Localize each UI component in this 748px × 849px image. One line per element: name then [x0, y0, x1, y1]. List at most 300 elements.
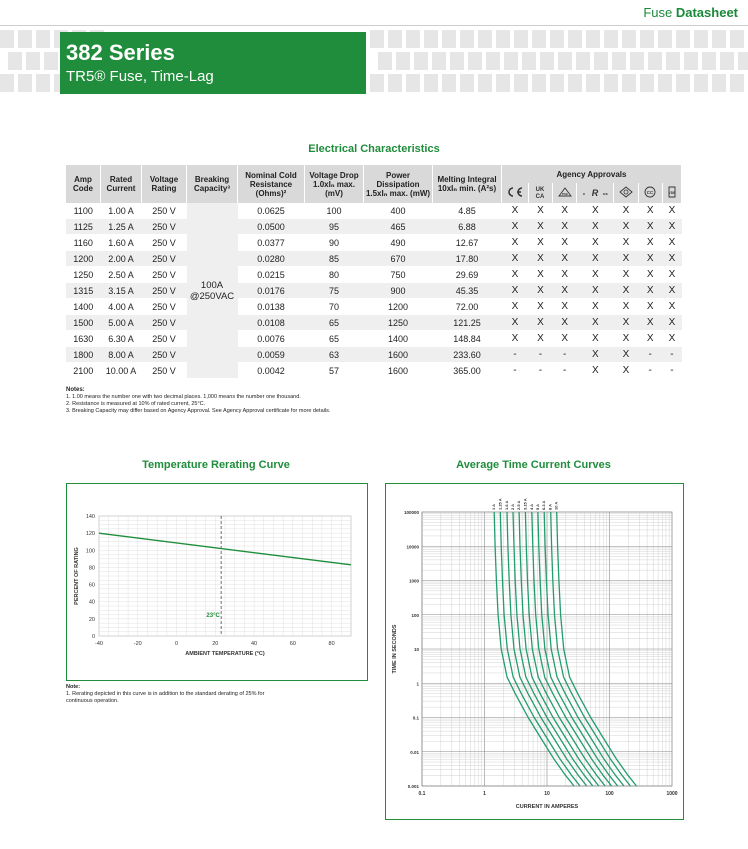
col-breaking-capacity: Breaking Capacity³ — [187, 165, 238, 203]
cell-voltage-drop: 65 — [305, 315, 364, 331]
cell-approval-pse: X — [553, 219, 577, 235]
cell-voltage-drop: 100 — [305, 203, 364, 219]
cell-approval-pse: X — [553, 267, 577, 283]
kc-mark-icon — [638, 183, 662, 203]
cell-melting: 12.67 — [433, 235, 502, 251]
cell-approval-ccc: X — [614, 283, 638, 299]
cell-approval-ukca: - — [528, 363, 552, 379]
tcc-chart — [386, 484, 683, 819]
cell-approval-kc: X — [638, 203, 662, 219]
cell-resistance: 0.0500 — [238, 219, 305, 235]
series-label: 1.6 A — [503, 500, 509, 510]
pattern-tile — [514, 30, 528, 48]
pattern-tile — [712, 74, 726, 92]
cell-approval-curus: X — [577, 315, 614, 331]
pattern-tile — [658, 30, 672, 48]
cell-approval-ccc: X — [614, 219, 638, 235]
cell-amp-code: 1100 — [66, 203, 101, 219]
cell-power: 1200 — [364, 299, 433, 315]
cur-us-mark-icon — [577, 183, 614, 203]
series-label: 5 A — [534, 503, 540, 510]
cell-amp-code: 1630 — [66, 331, 101, 347]
pattern-tile — [378, 52, 392, 70]
pattern-tile — [486, 52, 500, 70]
series-label: 8 A — [547, 503, 553, 510]
y-tick-label: 20 — [88, 616, 95, 623]
cell-approval-ukca: X — [528, 331, 552, 347]
pattern-tile — [558, 52, 572, 70]
cell-approval-kc: X — [638, 267, 662, 283]
cell-approval-curus: X — [577, 347, 614, 363]
rerating-chart — [67, 484, 367, 680]
cell-approval-vde: X — [662, 219, 681, 235]
header-title — [643, 5, 738, 20]
table-row — [66, 203, 682, 219]
pattern-tile — [460, 30, 474, 48]
cell-amp-code: 1160 — [66, 235, 101, 251]
pattern-tile — [648, 52, 662, 70]
cell-approval-ccc: X — [614, 235, 638, 251]
cell-voltage-drop: 70 — [305, 299, 364, 315]
svg-text:UK: UK — [536, 187, 545, 193]
pattern-tile — [18, 30, 32, 48]
pattern-tile — [702, 52, 716, 70]
cell-voltage: 250 V — [142, 251, 187, 267]
y-tick-label: 120 — [85, 531, 95, 538]
cell-rated-current: 3.15 A — [101, 283, 142, 299]
cell-approval-ce: X — [502, 235, 529, 251]
note-1: 1. 1.00 means the number one with two decimal places. 1,000 means the number one thousand. — [66, 394, 301, 400]
y-axis-label: TIME IN SECONDS — [392, 624, 398, 674]
rerating-title: Temperature Rerating Curve — [142, 459, 290, 471]
cell-approval-ce: X — [502, 283, 529, 299]
pattern-tile — [586, 30, 600, 48]
cell-melting: 4.85 — [433, 203, 502, 219]
pattern-tile — [424, 74, 438, 92]
y-tick-label: 1000 — [408, 578, 419, 584]
cell-approval-pse: X — [553, 331, 577, 347]
y-axis-label: PERCENT OF RATING — [74, 547, 80, 605]
breaking-capacity-current: 100A — [200, 279, 224, 291]
pattern-tile — [684, 52, 698, 70]
cell-amp-code: 1315 — [66, 283, 101, 299]
cell-resistance: 0.0215 — [238, 267, 305, 283]
cell-amp-code: 1125 — [66, 219, 101, 235]
cell-approval-curus: X — [577, 251, 614, 267]
series-label: 2.5 A — [516, 500, 522, 510]
pattern-tile — [18, 74, 32, 92]
cell-melting: 45.35 — [433, 283, 502, 299]
note-3: 3. Breaking Capacity may differ based on Agency Approval. See Agency Approval certificate for more details. — [66, 408, 331, 414]
cell-rated-current: 10.00 A — [101, 363, 142, 379]
col-agency: Agency Approvals — [502, 165, 682, 183]
y-tick-label: 100 — [85, 548, 95, 555]
col-amp-code: Amp Code — [66, 165, 101, 203]
svg-text:CC: CC — [646, 190, 654, 195]
cell-approval-curus: X — [577, 235, 614, 251]
cell-rated-current: 4.00 A — [101, 299, 142, 315]
cell-resistance: 0.0625 — [238, 203, 305, 219]
pattern-tile — [478, 74, 492, 92]
cell-approval-ccc: X — [614, 267, 638, 283]
cell-approval-kc: X — [638, 315, 662, 331]
cell-amp-code: 1400 — [66, 299, 101, 315]
pattern-tile — [666, 52, 680, 70]
y-tick-label: 40 — [88, 599, 95, 606]
cell-approval-ukca: X — [528, 251, 552, 267]
cell-melting: 148.84 — [433, 331, 502, 347]
cell-rated-current: 6.30 A — [101, 331, 142, 347]
ukca-mark-icon — [528, 183, 552, 203]
y-tick-label: 100000 — [403, 510, 419, 515]
cell-voltage: 250 V — [142, 283, 187, 299]
cell-rated-current: 1.25 A — [101, 219, 142, 235]
cell-voltage-drop: 57 — [305, 363, 364, 379]
pattern-tile — [388, 30, 402, 48]
header-brand-bold: Datasheet — [675, 5, 738, 20]
tcc-chart-box — [385, 483, 684, 820]
pattern-tile — [622, 30, 636, 48]
cell-rated-current: 1.00 A — [101, 203, 142, 219]
svg-text:VDE: VDE — [668, 191, 676, 195]
cell-voltage: 250 V — [142, 315, 187, 331]
pattern-tile — [738, 52, 748, 70]
pattern-tile — [496, 30, 510, 48]
table-row — [66, 267, 682, 283]
cell-power: 670 — [364, 251, 433, 267]
cell-voltage-drop: 85 — [305, 251, 364, 267]
table-row — [66, 283, 682, 299]
pattern-tile — [460, 74, 474, 92]
pattern-tile — [568, 74, 582, 92]
pattern-tile — [676, 30, 690, 48]
rerating-note — [66, 684, 264, 705]
x-tick-label: 60 — [289, 641, 296, 647]
cell-voltage: 250 V — [142, 219, 187, 235]
col-voltage-rating: Voltage Rating — [142, 165, 187, 203]
pattern-tile — [694, 30, 708, 48]
cell-voltage-drop: 65 — [305, 331, 364, 347]
cell-voltage: 250 V — [142, 267, 187, 283]
svg-text:PSE: PSE — [561, 192, 568, 196]
x-tick-label: 0.1 — [418, 791, 426, 797]
notes-title: Notes: — [66, 387, 85, 393]
x-tick-label: 1 — [483, 791, 486, 797]
pattern-tile — [0, 74, 14, 92]
pattern-tile — [504, 52, 518, 70]
cell-voltage-drop: 63 — [305, 347, 364, 363]
cell-power: 900 — [364, 283, 433, 299]
x-axis-label: CURRENT IN AMPERES — [515, 804, 579, 810]
rerating-note-line-1: 1. Rerating depicted in this curve is in addition to the standard derating of 25% for — [66, 691, 265, 697]
cell-approval-ukca: X — [528, 235, 552, 251]
pattern-tile — [640, 74, 654, 92]
cell-voltage-drop: 95 — [305, 219, 364, 235]
cell-resistance: 0.0042 — [238, 363, 305, 379]
y-tick-label: 0.01 — [410, 749, 419, 755]
cell-melting: 17.80 — [433, 251, 502, 267]
cell-voltage: 250 V — [142, 203, 187, 219]
cell-power: 1400 — [364, 331, 433, 347]
cell-approval-ukca: X — [528, 267, 552, 283]
cell-approval-pse: - — [553, 347, 577, 363]
series-subtitle: TR5® Fuse, Time-Lag — [66, 68, 214, 85]
header-brand-light: Fuse — [643, 5, 673, 20]
cell-approval-curus: X — [577, 283, 614, 299]
header-divider — [0, 25, 748, 26]
cell-approval-pse: X — [553, 251, 577, 267]
cell-approval-ce: - — [502, 363, 529, 379]
cell-resistance: 0.0059 — [238, 347, 305, 363]
cell-power: 490 — [364, 235, 433, 251]
pattern-tile — [676, 74, 690, 92]
cell-approval-ce: X — [502, 219, 529, 235]
y-tick-label: 60 — [88, 582, 95, 589]
svg-text:CA: CA — [536, 194, 545, 199]
series-title: 382 Series — [66, 40, 175, 65]
cell-approval-pse: X — [553, 235, 577, 251]
series-label: 1 A — [491, 503, 497, 510]
series-label: 1.25 A — [497, 498, 503, 510]
table-row — [66, 299, 682, 315]
pattern-tile — [630, 52, 644, 70]
pattern-tile — [0, 30, 14, 48]
cell-resistance: 0.0377 — [238, 235, 305, 251]
x-tick-label: -20 — [133, 641, 142, 647]
series-banner — [60, 32, 366, 94]
cell-voltage: 250 V — [142, 347, 187, 363]
cell-resistance: 0.0280 — [238, 251, 305, 267]
cell-resistance: 0.0076 — [238, 331, 305, 347]
pattern-tile — [26, 52, 40, 70]
pattern-tile — [658, 74, 672, 92]
pattern-tile — [532, 74, 546, 92]
pattern-tile — [396, 52, 410, 70]
x-tick-label: 10 — [544, 791, 550, 797]
pattern-tile — [540, 52, 554, 70]
vde-mark-icon — [662, 183, 681, 203]
cell-approval-kc: X — [638, 251, 662, 267]
pattern-tile — [730, 74, 744, 92]
y-tick-label: 80 — [88, 565, 95, 572]
cell-approval-ccc: X — [614, 315, 638, 331]
x-tick-label: 20 — [212, 641, 219, 647]
table-row — [66, 235, 682, 251]
pattern-tile — [496, 74, 510, 92]
pattern-tile — [44, 52, 58, 70]
cell-approval-pse: - — [553, 363, 577, 379]
cell-approval-curus: X — [577, 219, 614, 235]
ccc-mark-icon — [614, 183, 638, 203]
cell-amp-code: 1250 — [66, 267, 101, 283]
cell-power: 750 — [364, 267, 433, 283]
cell-resistance: 0.0108 — [238, 315, 305, 331]
cell-melting: 233.60 — [433, 347, 502, 363]
note-2: 2. Resistance is measured at 10% of rated current, 25°C. — [66, 401, 206, 407]
cell-approval-vde: X — [662, 203, 681, 219]
cell-approval-ukca: X — [528, 219, 552, 235]
cell-approval-ukca: X — [528, 315, 552, 331]
pattern-tile — [532, 30, 546, 48]
cell-approval-kc: - — [638, 363, 662, 379]
cell-approval-ce: X — [502, 299, 529, 315]
cell-voltage-drop: 75 — [305, 283, 364, 299]
tcc-title: Average Time Current Curves — [456, 459, 611, 471]
table-row — [66, 219, 682, 235]
col-power: Power Dissipation 1.5xIₙ max. (mW) — [364, 165, 433, 203]
cell-approval-ccc: X — [614, 299, 638, 315]
cell-melting: 365.00 — [433, 363, 502, 379]
cell-rated-current: 1.60 A — [101, 235, 142, 251]
svg-text:R: R — [592, 188, 599, 198]
cell-approval-ce: - — [502, 347, 529, 363]
cell-approval-ccc: X — [614, 347, 638, 363]
col-voltage-drop: Voltage Drop 1.0xIₙ max. (mV) — [305, 165, 364, 203]
cell-approval-pse: X — [553, 315, 577, 331]
cell-approval-curus: X — [577, 203, 614, 219]
cell-approval-kc: X — [638, 331, 662, 347]
pattern-tile — [450, 52, 464, 70]
cell-melting: 29.69 — [433, 267, 502, 283]
cell-approval-ccc: X — [614, 203, 638, 219]
rerating-note-title: Note: — [66, 684, 81, 690]
pattern-tile — [514, 74, 528, 92]
pattern-tile — [604, 30, 618, 48]
pattern-tile — [432, 52, 446, 70]
cell-melting: 72.00 — [433, 299, 502, 315]
cell-voltage: 250 V — [142, 299, 187, 315]
cell-approval-ccc: X — [614, 363, 638, 379]
cell-melting: 121.25 — [433, 315, 502, 331]
pattern-tile — [468, 52, 482, 70]
pattern-tile — [8, 52, 22, 70]
pattern-tile — [406, 74, 420, 92]
table-row — [66, 347, 682, 363]
cell-approval-vde: X — [662, 315, 681, 331]
pattern-tile — [568, 30, 582, 48]
table-row — [66, 331, 682, 347]
pattern-tile — [388, 74, 402, 92]
cell-approval-pse: X — [553, 283, 577, 299]
col-melting: Melting Integral 10xIₙ min. (A²s) — [433, 165, 502, 203]
pattern-tile — [442, 30, 456, 48]
pattern-tile — [442, 74, 456, 92]
pattern-tile — [730, 30, 744, 48]
svg-text:c: c — [583, 191, 586, 196]
pattern-tile — [550, 30, 564, 48]
pattern-tile — [478, 30, 492, 48]
y-tick-label: 10 — [413, 647, 419, 652]
cell-approval-curus: X — [577, 299, 614, 315]
pattern-tile — [522, 52, 536, 70]
pattern-tile — [36, 30, 50, 48]
electrical-notes — [66, 387, 330, 415]
reference-label: 23°C — [206, 613, 220, 620]
table-row — [66, 251, 682, 267]
cell-approval-ccc: X — [614, 331, 638, 347]
cell-amp-code: 2100 — [66, 363, 101, 379]
rerating-note-line-2: continuous operation. — [66, 698, 119, 704]
cell-approval-curus: X — [577, 331, 614, 347]
cell-power: 465 — [364, 219, 433, 235]
svg-text:us: us — [603, 191, 608, 196]
series-label: 6.3 A — [541, 500, 547, 510]
cell-approval-vde: X — [662, 267, 681, 283]
cell-approval-ce: X — [502, 251, 529, 267]
cell-approval-vde: X — [662, 251, 681, 267]
series-label: 10 A — [553, 501, 559, 510]
y-tick-label: 140 — [85, 514, 95, 520]
series-label: 2 A — [510, 503, 516, 510]
cell-amp-code: 1500 — [66, 315, 101, 331]
pattern-tile — [576, 52, 590, 70]
cell-approval-vde: X — [662, 283, 681, 299]
cell-approval-kc: X — [638, 235, 662, 251]
cell-voltage: 250 V — [142, 331, 187, 347]
cell-approval-pse: X — [553, 203, 577, 219]
cell-approval-vde: X — [662, 331, 681, 347]
pattern-tile — [414, 52, 428, 70]
cell-approval-vde: - — [662, 347, 681, 363]
y-tick-label: 0.001 — [407, 784, 419, 789]
pattern-tile — [370, 30, 384, 48]
cell-approval-pse: X — [553, 299, 577, 315]
cell-power: 1600 — [364, 363, 433, 379]
y-tick-label: 10000 — [406, 544, 419, 550]
cell-resistance: 0.0138 — [238, 299, 305, 315]
x-tick-label: -40 — [95, 641, 103, 647]
cell-amp-code: 1200 — [66, 251, 101, 267]
cell-voltage-drop: 80 — [305, 267, 364, 283]
cell-rated-current: 8.00 A — [101, 347, 142, 363]
x-tick-label: 1000 — [666, 791, 678, 797]
cell-breaking-capacity — [187, 203, 238, 379]
series-label: 3.15 A — [522, 498, 528, 510]
y-tick-label: 0 — [91, 634, 95, 640]
electrical-table — [66, 165, 682, 379]
pattern-tile — [612, 52, 626, 70]
x-tick-label: 0 — [175, 641, 179, 647]
pse-mark-icon — [553, 183, 577, 203]
pattern-tile — [550, 74, 564, 92]
series-label: 4 A — [528, 503, 534, 510]
cell-approval-ukca: X — [528, 299, 552, 315]
cell-approval-kc: - — [638, 347, 662, 363]
cell-approval-ccc: X — [614, 251, 638, 267]
cell-approval-kc: X — [638, 283, 662, 299]
cell-resistance: 0.0176 — [238, 283, 305, 299]
x-axis-label: AMBIENT TEMPERATURE (°C) — [185, 651, 265, 657]
cell-voltage-drop: 90 — [305, 235, 364, 251]
cell-approval-kc: X — [638, 299, 662, 315]
cell-approval-ce: X — [502, 267, 529, 283]
y-tick-label: 1 — [416, 681, 419, 687]
pattern-tile — [622, 74, 636, 92]
pattern-tile — [36, 74, 50, 92]
cell-approval-curus: X — [577, 363, 614, 379]
pattern-tile — [406, 30, 420, 48]
ce-mark-icon — [502, 183, 529, 203]
cell-approval-ce: X — [502, 331, 529, 347]
pattern-tile — [720, 52, 734, 70]
breaking-capacity-voltage: @250VAC — [189, 290, 235, 302]
pattern-tile — [640, 30, 654, 48]
x-tick-label: 40 — [251, 641, 258, 647]
cell-power: 1250 — [364, 315, 433, 331]
x-tick-label: 80 — [328, 641, 335, 647]
pattern-tile — [370, 74, 384, 92]
cell-amp-code: 1800 — [66, 347, 101, 363]
